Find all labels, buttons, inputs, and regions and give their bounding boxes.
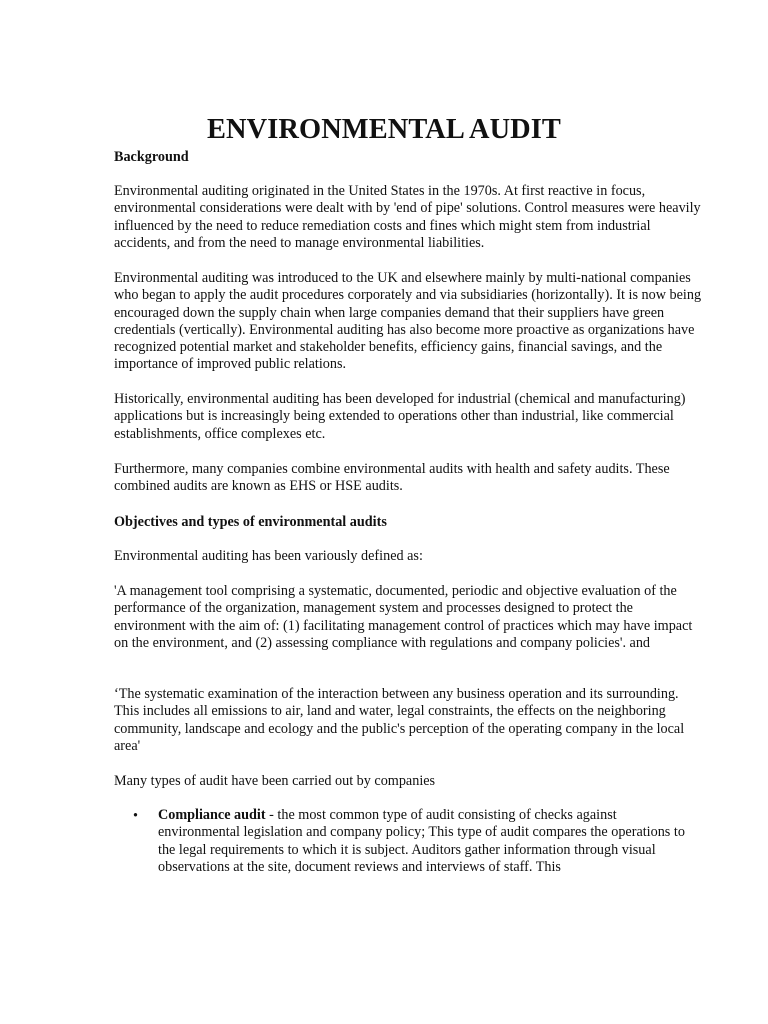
background-heading: Background: [114, 149, 189, 165]
paragraph-history: Historically, environmental auditing has been developed for industrial (chemical and manufacturing) applications but is increasingly being extended to operations other than industrial, like commercial establishments, office complexes etc.: [114, 391, 686, 442]
types-intro: Many types of audit have been carried out by companies: [114, 773, 436, 789]
bullet-icon: •: [133, 808, 138, 824]
definition-quote-1: 'A management tool comprising a systematic, documented, periodic and objective evaluation of the performance of the organization, management system and processes designed to protect the environment with the aim of: (1) facilitating management control of practices which may have impact on the environment, and (2) assessing compliance with regulations and company policies'. and: [114, 583, 693, 651]
paragraph-uk-introduction: Environmental auditing was introduced to the UK and elsewhere mainly by multi-national companies who began to apply the audit procedures corporately and via subsidiaries (horizontally). It is now being encouraged down the supply chain when large companies demand that their suppliers have green credentials (vertically). Environmental auditing has also become more proactive as organizations have recognized potential market and stakeholder benefits, efficiency gains, financial savings, and the importance of improved public relations.: [114, 270, 702, 373]
paragraph-origins: Environmental auditing originated in the United States in the 1970s. At first reactive in focus, environmental considerations were dealt with by 'end of pipe' solutions. Control measures were heavily influenced by the need to reduce remediation costs and fines which might stem from industrial accidents, and from the need to manage environmental liabilities.: [114, 183, 701, 251]
document-title: ENVIRONMENTAL AUDIT: [207, 114, 561, 145]
paragraph-ehs-audits: Furthermore, many companies combine environmental audits with health and safety audits. These combined audits are known as EHS or HSE audits.: [114, 461, 670, 495]
objectives-heading: Objectives and types of environmental audits: [114, 514, 387, 530]
bullet-description: - the most common type of audit consisting of checks against environmental legislation and company policy; This type of audit compares the operations to the legal requirements to which it is subject. Auditors gather information through visual observations at the site, document reviews and interviews of staff. This: [158, 807, 685, 875]
definition-intro: Environmental auditing has been variously defined as:: [114, 548, 423, 564]
bullet-term: Compliance audit: [158, 807, 266, 823]
audit-types-list: [133, 807, 698, 876]
list-item-compliance-audit: [133, 807, 698, 876]
definition-quote-2: ‘The systematic examination of the interaction between any business operation and its surrounding. This includes all emissions to air, land and water, legal constraints, the effects on the neighboring community, landscape and ecology and the public's perception of the operating company in the local area': [114, 686, 685, 754]
